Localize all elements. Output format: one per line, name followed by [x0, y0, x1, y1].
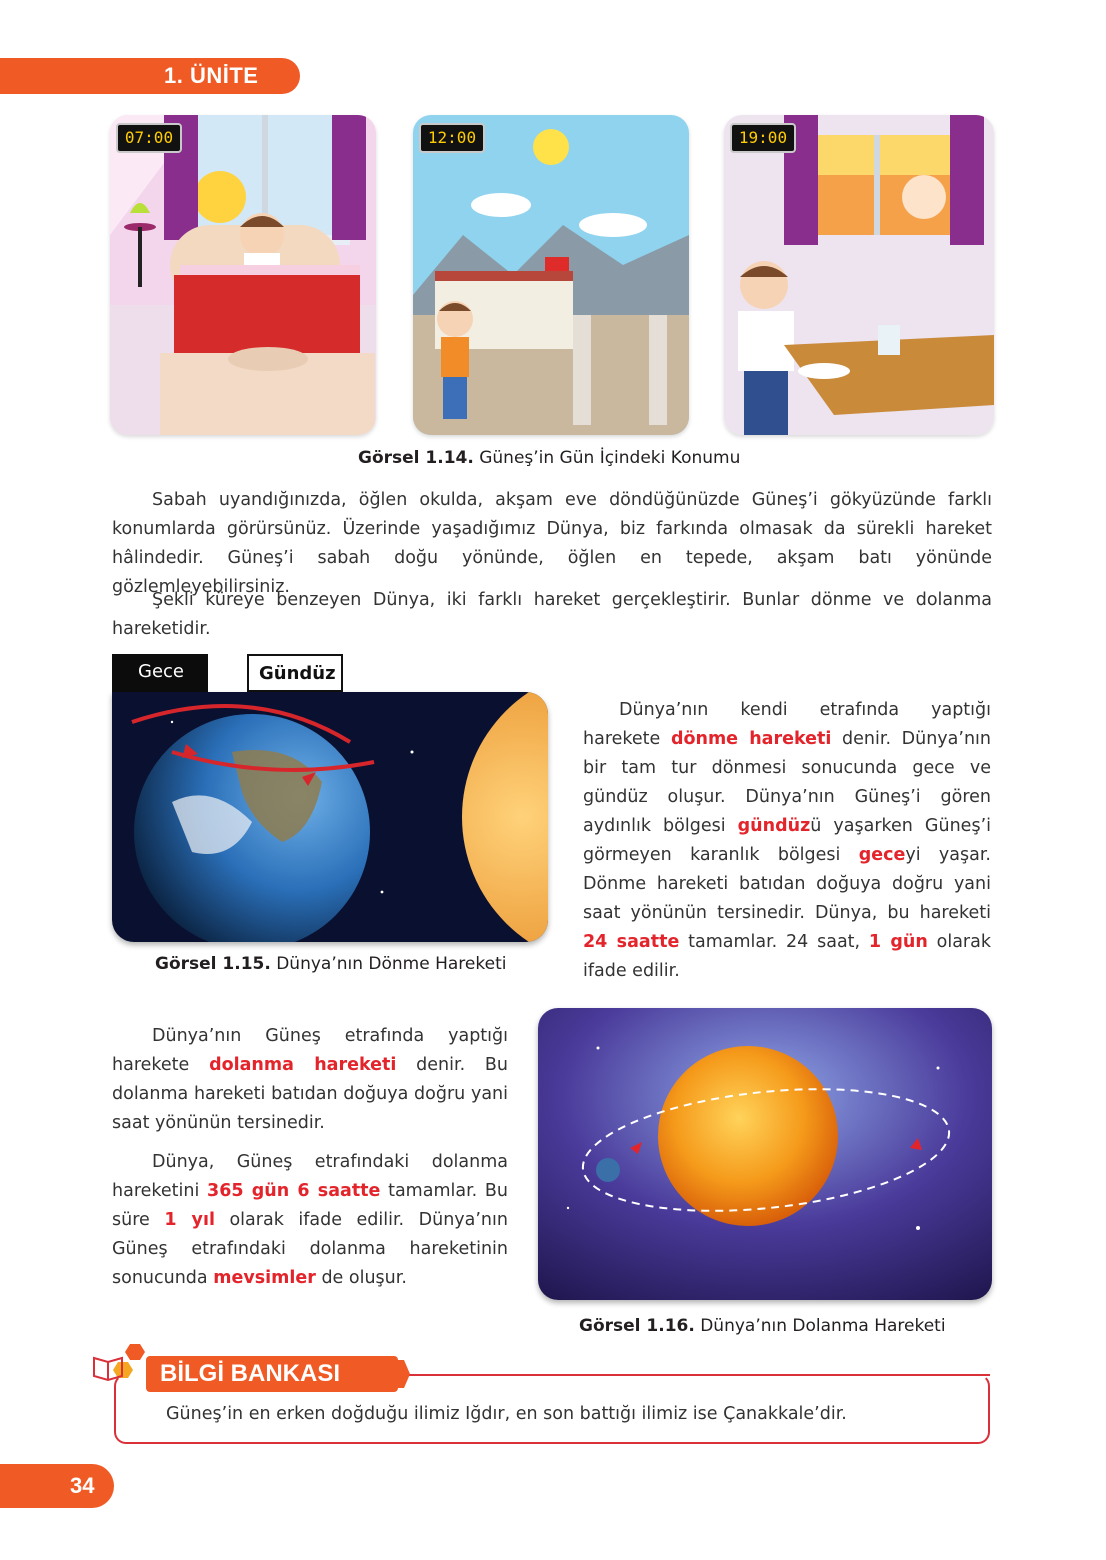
intro-paragraph-1: Sabah uyandığınızda, öğlen okulda, akşam eve döndüğünüzde Güneş’i gökyüzünde farklı konumlarda görürsünüz. Üzerinde yaşadığımız Dünya, biz farkında olmasak da sürekli hareket hâlindedir. Güneş’i sabah doğu yönünde, öğlen en tepede, akşam batı yönünde gözlemleyebilirsiniz.: [112, 490, 992, 597]
rotation-text-part: denir. Dünya’nın bir tam tur dönmesi sonucunda gece ve gündüz oluşur. Dünya’nın Güneş’i gören aydınlık bölgesi: [583, 729, 991, 836]
revolution-text-part: de oluşur.: [315, 1268, 407, 1288]
rotation-text-part: Dünya’nın kendi etrafında yaptığı harekete: [583, 700, 991, 749]
clock-morning: 07:00: [116, 123, 182, 153]
rotation-text-part: yi yaşar. Dönme hareketi batıdan doğuya doğru yani saat yönünün tersinedir. Dünya, bu hareketi: [583, 845, 991, 923]
caption-text: Dünya’nın Dönme Hareketi: [276, 954, 507, 974]
scene-noon: [413, 115, 689, 435]
clock-evening: 19:00: [730, 123, 796, 153]
rotation-text-part: olarak ifade edilir.: [583, 932, 991, 981]
highlight-seasons: mevsimler: [213, 1268, 316, 1288]
scene-morning: [110, 115, 376, 435]
highlight-night-term: gece: [858, 845, 906, 865]
clock-noon: 12:00: [419, 123, 485, 153]
caption-figure-1-14: [358, 448, 740, 468]
highlight-day-term: gündüz: [737, 816, 811, 836]
highlight-rotation-term: dönme hareketi: [670, 729, 832, 749]
page-number: 34: [0, 1464, 114, 1508]
caption-text: Dünya’nın Dolanma Hareketi: [700, 1316, 946, 1336]
caption-figure-1-15: [155, 954, 506, 974]
revolution-text-part: denir. Bu dolanma hareketi batıdan doğuya doğru yani saat yönünün tersinedir.: [112, 1055, 508, 1133]
revolution-paragraph-2: [112, 1148, 508, 1293]
highlight-365-days: 365 gün 6 saatte: [207, 1181, 381, 1201]
caption-label: Görsel 1.16.: [579, 1316, 695, 1336]
noon-illustration: [413, 115, 689, 435]
revolution-text-part: olarak ifade edilir. Dünya’nın Güneş etrafındaki dolanma hareketinin sonucunda: [112, 1210, 508, 1288]
highlight-revolution-term: dolanma hareketi: [209, 1055, 397, 1075]
caption-text: Güneş’in Gün İçindeki Konumu: [479, 448, 741, 468]
caption-label: Görsel 1.15.: [155, 954, 271, 974]
rotation-paragraph: [583, 696, 991, 986]
info-bank-top-line: [398, 1374, 990, 1376]
revolution-text-part: Dünya, Güneş etrafındaki dolanma hareketini: [112, 1152, 508, 1201]
intro-paragraph-2: Şekli küreye benzeyen Dünya, iki farklı hareket gerçekleştirir. Bunlar dönme ve dolanma hareketidir.: [112, 590, 992, 639]
rotation-text-part: tamamlar. 24 saat,: [679, 932, 869, 952]
morning-illustration: [110, 115, 376, 435]
earth-rotation-illustration: [112, 692, 548, 942]
book-icon: [90, 1342, 150, 1386]
unit-tab: 1. ÜNİTE: [0, 58, 300, 94]
solar-orbit-illustration: [538, 1008, 992, 1300]
scene-evening: [724, 115, 994, 435]
highlight-1-year: 1 yıl: [164, 1210, 215, 1230]
highlight-24-hours: 24 saatte: [583, 932, 680, 952]
hexagon-decoration-icon: [390, 1356, 414, 1392]
tag-day: Gündüz: [247, 654, 343, 692]
caption-label: Görsel 1.14.: [358, 448, 474, 468]
highlight-1-day: 1 gün: [868, 932, 928, 952]
caption-figure-1-16: [579, 1316, 946, 1336]
info-bank-text: Güneş’in en erken doğduğu ilimiz Iğdır, en son battığı ilimiz ise Çanakkale’dir.: [166, 1404, 847, 1424]
revolution-text-part: tamamlar. Bu süre: [112, 1181, 508, 1230]
evening-illustration: [724, 115, 994, 435]
rotation-text-part: ü yaşarken Güneş’i görmeyen karanlık bölgesi: [583, 816, 991, 865]
revolution-paragraph-1: [112, 1022, 508, 1138]
revolution-text-part: Dünya’nın Güneş etrafında yaptığı harekete: [112, 1026, 508, 1075]
tag-night: Gece: [112, 654, 208, 692]
earth-rotation-photo: [112, 692, 548, 942]
solar-orbit-photo: [538, 1008, 992, 1300]
info-bank-title: BİLGİ BANKASI: [146, 1356, 398, 1392]
